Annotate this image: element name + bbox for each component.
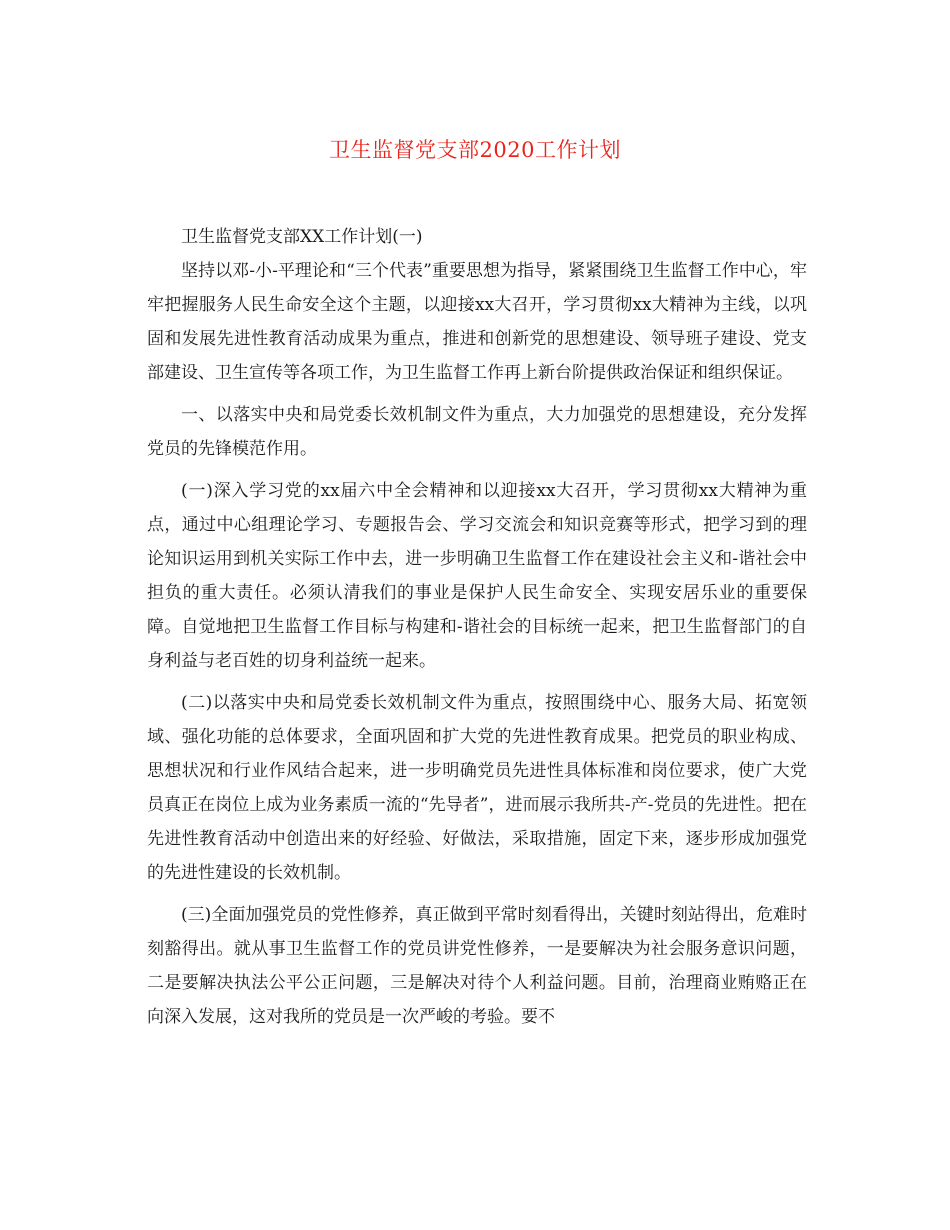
paragraph-item-two: (二)以落实中央和局党委长效机制文件为重点，按照围绕中心、服务大局、拓宽领域、强化功能的总体要求，全面巩固和扩大党的先进性教育成果。把党员的职业构成、思想状况和行业作风结合起来，进一步明确党员先进性具体标准和岗位要求，使广大党员真正在岗位上成为业务素质一流的“先导者”，进而展示我所共-产-党员的先进性。把在先进性教育活动中创造出来的好经验、好做法，采取措施，固定下来，逐步形成加强党的先进性建设的长效机制。 <box>147 693 807 883</box>
document-title: 卫生监督党支部2020工作计划 <box>329 138 621 162</box>
paragraph-item-one: (一)深入学习党的xx届六中全会精神和以迎接xx大召开，学习贯彻xx大精神为重点，通过中心组理论学习、专题报告会、学习交流会和知识竞赛等形式，把学习到的理论知识运用到机关实际工作中去，进一步明确卫生监督工作在建设社会主义和-谐社会中担负的重大责任。必须认清我们的事业是保护人民生命安全、实现安居乐业的重要保障。自觉地把卫生监督工作目标与构建和-谐社会的目标统一起来，把卫生监督部门的自身利益与老百姓的切身利益统一起来。 <box>147 481 807 671</box>
paragraph-intro: 坚持以邓-小-平理论和“三个代表”重要思想为指导，紧紧围绕卫生监督工作中心，牢牢把握服务人民生命安全这个主题，以迎接xx大召开，学习贯彻xx大精神为主线，以巩固和发展先进性教育活动成果为重点，推进和创新党的思想建设、领导班子建设、党支部建设、卫生宣传等各项工作，为卫生监督工作再上新台阶提供政治保证和组织保证。 <box>147 261 807 383</box>
paragraph-item-three: (三)全面加强党员的党性修养，真正做到平常时刻看得出，关键时刻站得出，危难时刻豁得出。就从事卫生监督工作的党员讲党性修养，一是要解决为社会服务意识问题，二是要解决执法公平公正问题，三是解决对待个人利益问题。目前，治理商业贿赂正在向深入发展，这对我所的党员是一次严峻的考验。要不 <box>147 905 807 1027</box>
document-body <box>147 220 807 1042</box>
section-heading: 卫生监督党支部XX工作计划(一) <box>181 227 423 247</box>
paragraph-part-one: 一、以落实中央和局党委长效机制文件为重点，大力加强党的思想建设，充分发挥党员的先锋模范作用。 <box>147 405 807 459</box>
